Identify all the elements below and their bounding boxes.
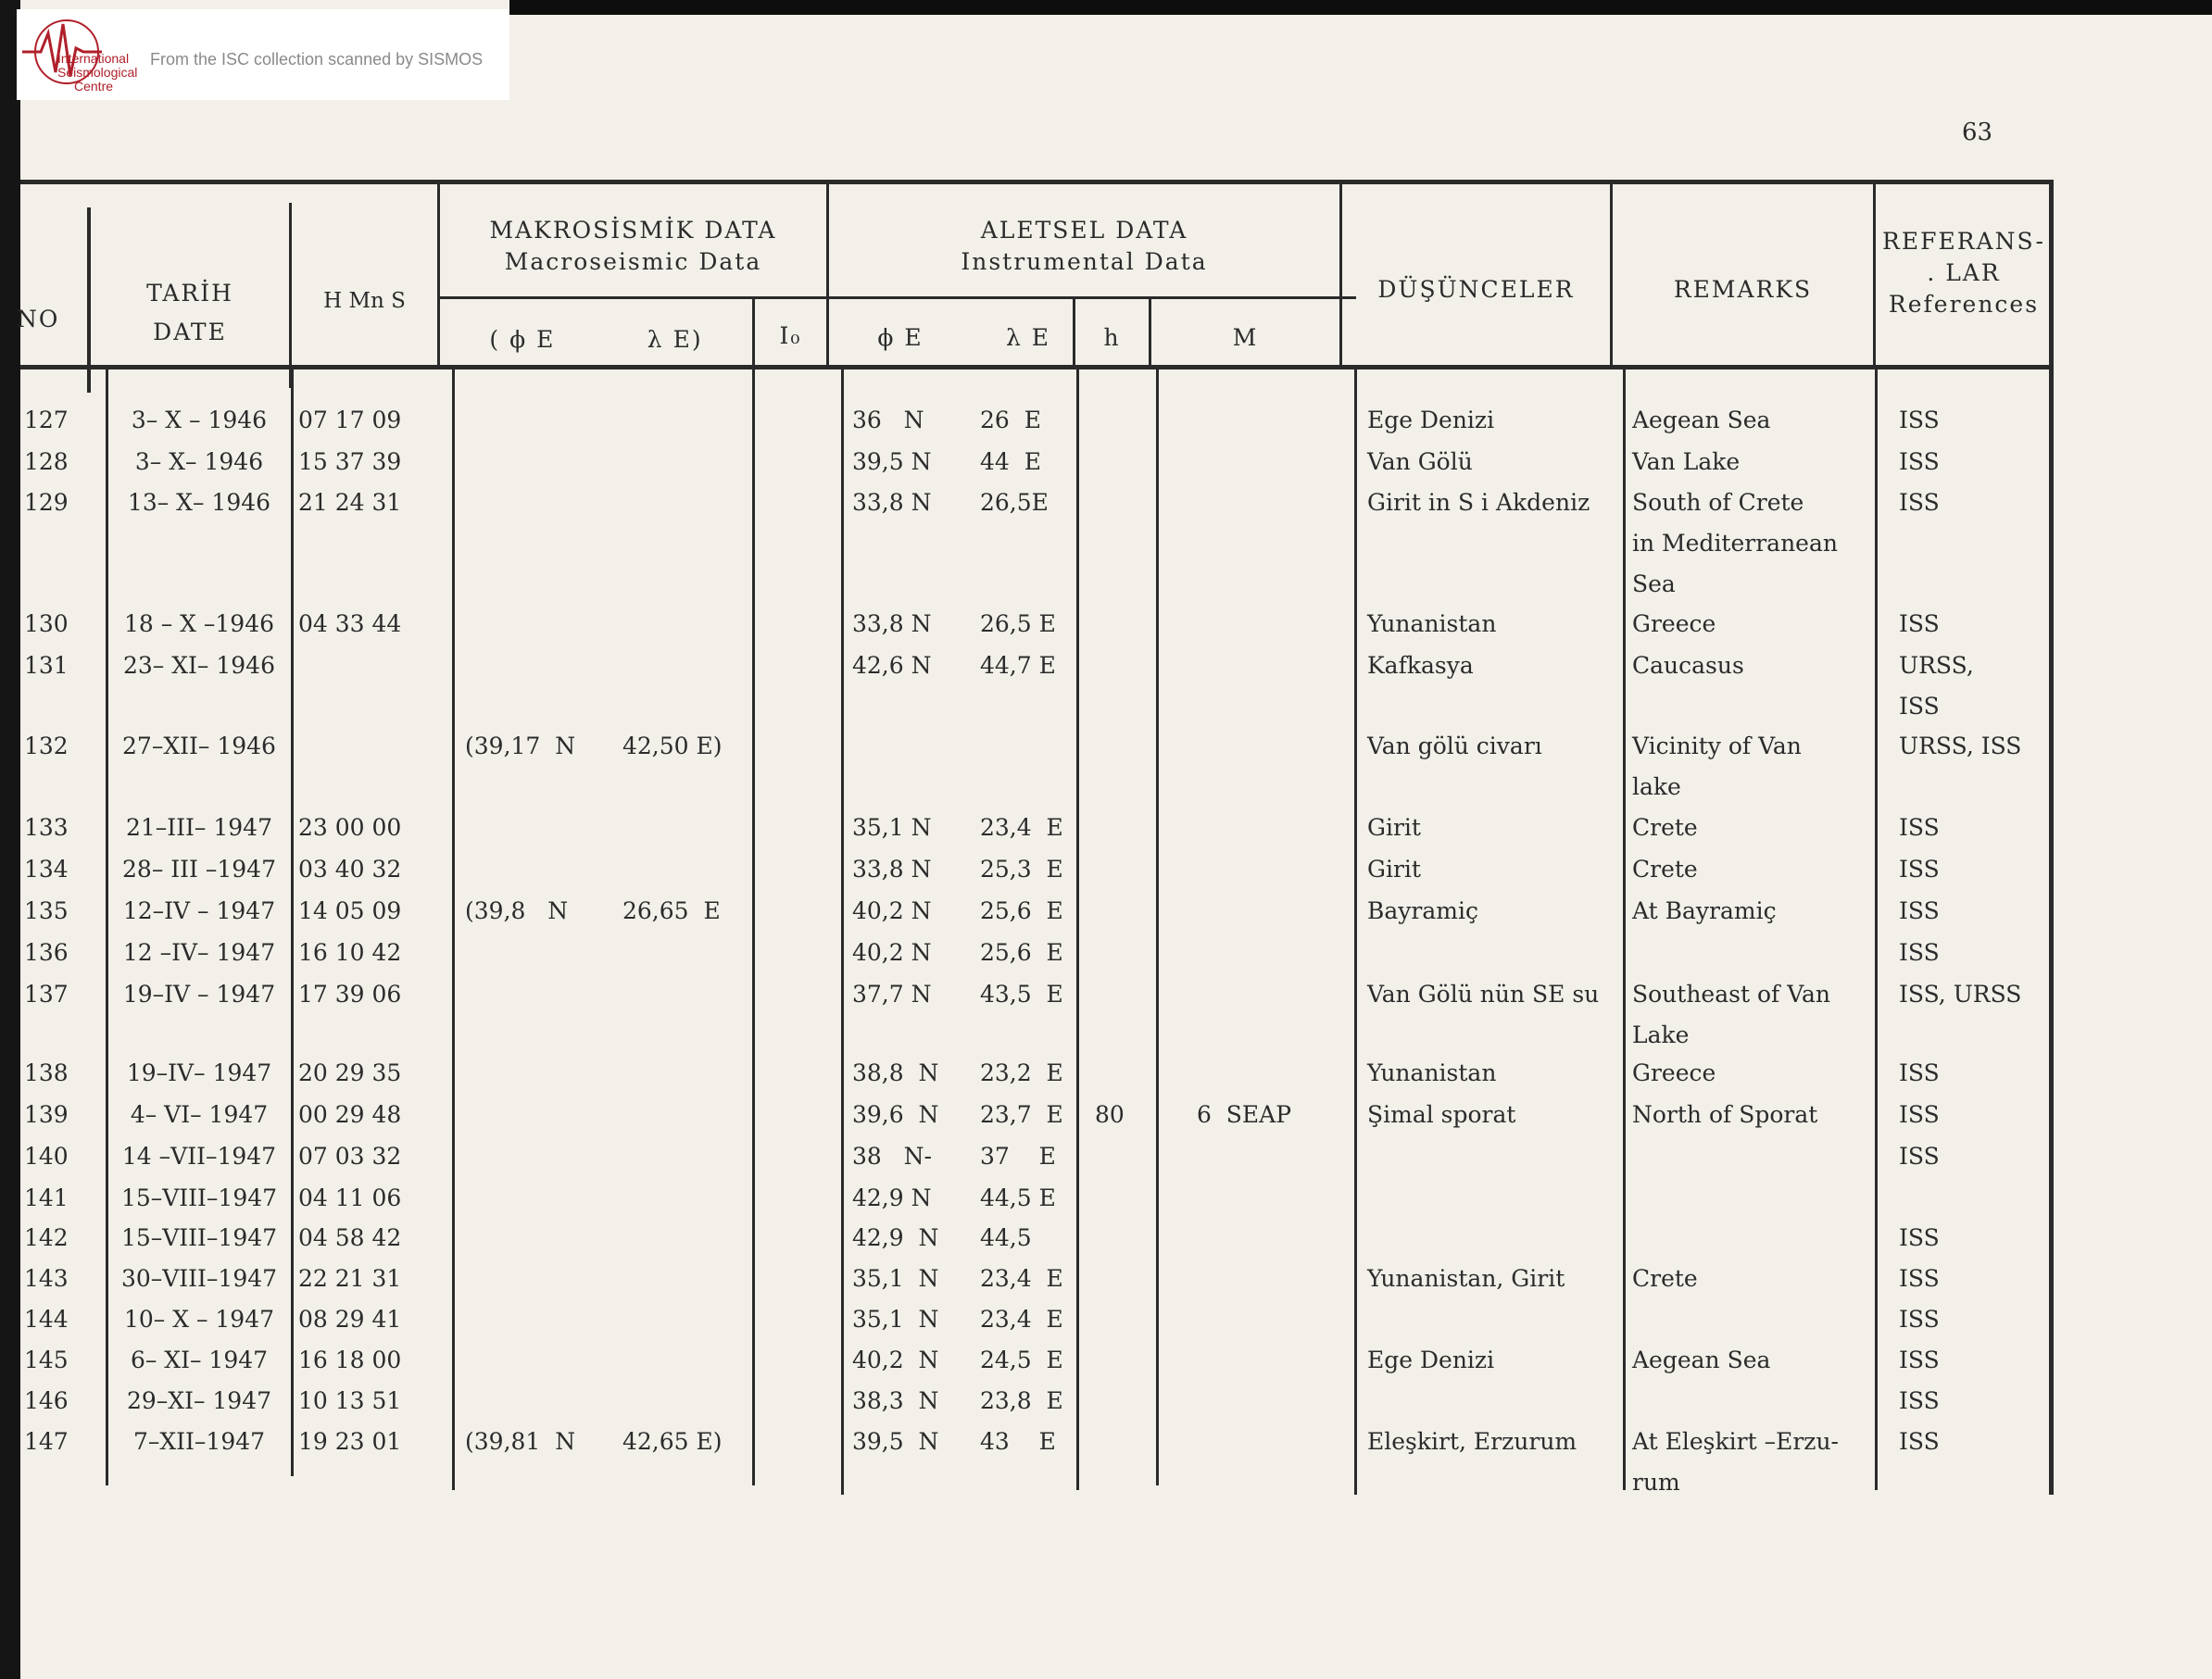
cell-no: 132: [24, 733, 69, 759]
cell-lat: 39,6 N: [852, 1101, 939, 1128]
cell-time: 14 05 09: [298, 897, 402, 924]
cell-lat: 39,5 N: [852, 448, 932, 475]
cell-time: 07 17 09: [298, 407, 402, 433]
cell-reference: ISS: [1899, 1387, 1940, 1414]
cell-time: 07 03 32: [298, 1143, 402, 1170]
header-aletsel-title: ALETSEL DATA: [980, 217, 1188, 244]
cell-no: 127: [24, 407, 69, 433]
cell-reference: ISS: [1899, 856, 1940, 883]
cell-date: 28– III –1947: [122, 856, 276, 883]
cell-lon: 26 E: [980, 407, 1041, 433]
cell-no: 145: [24, 1347, 69, 1373]
cell-lat: 35,1 N: [852, 814, 932, 841]
scan-left-edge: [0, 0, 20, 1679]
cell-date: 19–IV– 1947: [126, 1059, 272, 1086]
cell-lat: 33,8 N: [852, 610, 932, 637]
cell-dusunce: Van Gölü nün SE su: [1367, 981, 1600, 1008]
header-remarks: REMARKS: [1673, 276, 1813, 303]
cell-reference: ISS: [1899, 939, 1940, 966]
cell-remark: Sea: [1632, 570, 1676, 597]
cell-remark: in Mediterranean: [1632, 530, 1838, 557]
cell-reference: ISS: [1899, 407, 1940, 433]
cell-reference: ISS: [1899, 1101, 1940, 1128]
cell-no: 141: [24, 1184, 69, 1211]
cell-reference: URSS,: [1899, 652, 1974, 679]
cell-remark: Aegean Sea: [1632, 407, 1771, 433]
cell-date: 3– X– 1946: [134, 448, 264, 475]
cell-remark: North of Sporat: [1632, 1101, 1818, 1128]
cell-no: 136: [24, 939, 69, 966]
cell-date: 4– VI– 1947: [130, 1101, 269, 1128]
cell-lat: 35,1 N: [852, 1306, 939, 1333]
col-divider: [291, 370, 294, 1476]
cell-lon: 24,5 E: [980, 1347, 1063, 1373]
cell-lon: 44,5: [980, 1224, 1032, 1251]
cell-dusunce: Girit: [1367, 814, 1421, 841]
cell-lat: 36 N: [852, 407, 924, 433]
header-aletsel-sub: Instrumental Data: [961, 248, 1208, 275]
col-divider: [1610, 180, 1613, 370]
cell-dusunce: Bayramiç: [1367, 897, 1478, 924]
cell-reference: ISS: [1899, 1143, 1940, 1170]
header-no: NO: [17, 306, 60, 332]
table-right-border: [2049, 180, 2054, 1495]
cell-reference: ISS, URSS: [1899, 981, 2022, 1008]
cell-no: 133: [24, 814, 69, 841]
cell-lon: 44 E: [980, 448, 1041, 475]
cell-macro-lat: (39,17 N: [465, 733, 576, 759]
cell-remark: South of Crete: [1632, 489, 1804, 516]
header-ref-2: . LAR: [1927, 259, 2001, 286]
cell-no: 135: [24, 897, 69, 924]
cell-lat: 37,7 N: [852, 981, 932, 1008]
col-divider: [1339, 180, 1342, 370]
cell-remark: Greece: [1632, 610, 1716, 637]
cell-dusunce: Ege Denizi: [1367, 407, 1495, 433]
cell-reference: ISS: [1899, 1059, 1940, 1086]
cell-lat: 38 N-: [852, 1143, 932, 1170]
header-ref-1: REFERANS-: [1882, 228, 2045, 255]
cell-macro-lat: (39,81 N: [465, 1428, 576, 1455]
cell-no: 137: [24, 981, 69, 1008]
header-m: M: [1232, 324, 1259, 351]
cell-time: 19 23 01: [298, 1428, 402, 1455]
col-divider: [1076, 370, 1079, 1490]
cell-dusunce: Girit: [1367, 856, 1421, 883]
cell-reference: ISS: [1899, 814, 1940, 841]
header-date: DATE: [153, 319, 227, 345]
cell-time: 21 24 31: [298, 489, 402, 516]
cell-no: 138: [24, 1059, 69, 1086]
subheader-line: [439, 296, 1356, 299]
cell-lon: 23,4 E: [980, 1306, 1063, 1333]
cell-lat: 40,2 N: [852, 897, 932, 924]
cell-time: 04 11 06: [298, 1184, 402, 1211]
cell-time: 17 39 06: [298, 981, 402, 1008]
table-top-border: [20, 180, 2054, 184]
cell-reference: ISS: [1899, 1224, 1940, 1251]
cell-time: 16 10 42: [298, 939, 402, 966]
cell-lat: 42,9 N: [852, 1224, 939, 1251]
cell-no: 147: [24, 1428, 69, 1455]
cell-reference: ISS: [1899, 489, 1940, 516]
col-divider: [106, 370, 108, 1485]
header-makro-sub: Macroseismic Data: [504, 248, 762, 275]
cell-remark: Aegean Sea: [1632, 1347, 1771, 1373]
cell-lon: 26,5E: [980, 489, 1049, 516]
cell-reference: ISS: [1899, 897, 1940, 924]
logo-line: Centre: [74, 79, 114, 94]
cell-remark: Greece: [1632, 1059, 1716, 1086]
cell-reference: ISS: [1899, 448, 1940, 475]
cell-no: 140: [24, 1143, 69, 1170]
cell-remark: Vicinity of Van: [1632, 733, 1802, 759]
cell-time: 00 29 48: [298, 1101, 402, 1128]
cell-dusunce: Şimal sporat: [1367, 1101, 1516, 1128]
cell-reference: ISS: [1899, 1428, 1940, 1455]
header-bottom-border: [20, 365, 2054, 370]
cell-lon: 25,3 E: [980, 856, 1063, 883]
cell-lat: 42,9 N: [852, 1184, 932, 1211]
header-tarih: TARİH: [146, 280, 233, 307]
cell-lon: 23,7 E: [980, 1101, 1063, 1128]
cell-dusunce: Yunanistan, Girit: [1367, 1265, 1565, 1292]
col-divider: [452, 370, 455, 1490]
cell-lon: 37 E: [980, 1143, 1056, 1170]
cell-date: 27–XII– 1946: [122, 733, 276, 759]
cell-remark: Lake: [1632, 1021, 1690, 1048]
col-divider: [1354, 370, 1357, 1495]
cell-remark: Crete: [1632, 1265, 1698, 1292]
cell-macro-lon: 42,65 E): [622, 1428, 723, 1455]
cell-lon: 23,4 E: [980, 814, 1063, 841]
cell-remark: At Eleşkirt –Erzu-: [1632, 1428, 1839, 1455]
cell-lon: 25,6 E: [980, 897, 1063, 924]
header-lat: ϕ E: [877, 324, 924, 351]
cell-lat: 35,1 N: [852, 1265, 939, 1292]
cell-dusunce: Van gölü civarı: [1367, 733, 1542, 759]
cell-lon: 43,5 E: [980, 981, 1063, 1008]
cell-no: 134: [24, 856, 69, 883]
cell-dusunce: Yunanistan: [1367, 610, 1497, 637]
cell-macro-lon: 26,65 E: [622, 897, 721, 924]
header-makro-title: MAKROSİSMİK DATA: [489, 217, 777, 244]
cell-time: 15 37 39: [298, 448, 402, 475]
cell-date: 12 –IV– 1947: [122, 939, 276, 966]
cell-date: 12–IV – 1947: [122, 897, 276, 924]
cell-date: 15–VIII–1947: [120, 1184, 278, 1211]
cell-remark: Crete: [1632, 814, 1698, 841]
cell-remark: At Bayramiç: [1632, 897, 1777, 924]
cell-lon: 44,7 E: [980, 652, 1056, 679]
cell-date: 3– X – 1946: [131, 407, 268, 433]
cell-date: 18 – X –1946: [123, 610, 275, 637]
cell-date: 14 –VII–1947: [121, 1143, 277, 1170]
col-divider: [752, 370, 755, 1485]
cell-no: 146: [24, 1387, 69, 1414]
header-makro-coords: ( ϕ E λ E): [489, 326, 703, 353]
cell-no: 143: [24, 1265, 69, 1292]
cell-lon: 23,2 E: [980, 1059, 1063, 1086]
cell-dusunce: Yunanistan: [1367, 1059, 1497, 1086]
cell-lon: 43 E: [980, 1428, 1056, 1455]
cell-date: 7–XII–1947: [132, 1428, 266, 1455]
cell-lat: 40,2 N: [852, 939, 932, 966]
cell-macro-lat: (39,8 N: [465, 897, 569, 924]
cell-time: 23 00 00: [298, 814, 402, 841]
header-time: H Mn S: [323, 289, 406, 313]
col-divider: [841, 370, 844, 1495]
cell-lat: 33,8 N: [852, 489, 932, 516]
cell-lon: 23,8 E: [980, 1387, 1063, 1414]
cell-date: 15–VIII–1947: [120, 1224, 278, 1251]
cell-dusunce: Kafkasya: [1367, 652, 1474, 679]
cell-macro-lon: 42,50 E): [622, 733, 723, 759]
page-number: 63: [1962, 119, 1993, 146]
cell-time: 04 33 44: [298, 610, 402, 637]
isc-logo-text: [57, 52, 137, 94]
cell-time: 10 13 51: [298, 1387, 402, 1414]
cell-date: 29–XI– 1947: [126, 1387, 272, 1414]
cell-lon: 25,6 E: [980, 939, 1063, 966]
cell-dusunce: Girit in S i Akdeniz: [1367, 489, 1590, 516]
cell-time: 20 29 35: [298, 1059, 402, 1086]
cell-no: 131: [24, 652, 69, 679]
cell-magnitude: 6 SEAP: [1197, 1101, 1292, 1128]
header-io: I₀: [779, 322, 802, 349]
cell-no: 139: [24, 1101, 69, 1128]
cell-date: 13– X– 1946: [127, 489, 271, 516]
cell-date: 23– XI– 1946: [122, 652, 275, 679]
cell-time: 04 58 42: [298, 1224, 402, 1251]
cell-reference: ISS: [1899, 610, 1940, 637]
cell-reference: ISS: [1899, 1306, 1940, 1333]
cell-lon: 26,5 E: [980, 610, 1056, 637]
cell-date: 30–VIII–1947: [120, 1265, 278, 1292]
cell-remark: rum: [1632, 1469, 1680, 1496]
cell-reference: ISS: [1899, 1265, 1940, 1292]
cell-dusunce: Van Gölü: [1367, 448, 1473, 475]
cell-time: 03 40 32: [298, 856, 402, 883]
header-lon: λ E: [1005, 324, 1051, 351]
cell-no: 130: [24, 610, 69, 637]
cell-no: 142: [24, 1224, 69, 1251]
cell-date: 19–IV – 1947: [122, 981, 276, 1008]
cell-date: 6– XI– 1947: [130, 1347, 269, 1373]
seismic-catalog-table: [17, 180, 2054, 1496]
header-h: h: [1103, 324, 1121, 351]
cell-remark: lake: [1632, 773, 1681, 800]
cell-reference: ISS: [1899, 1347, 1940, 1373]
cell-lon: 44,5 E: [980, 1184, 1056, 1211]
cell-depth: 80: [1095, 1101, 1125, 1128]
cell-lat: 42,6 N: [852, 652, 932, 679]
scan-top-edge: [509, 0, 2212, 15]
cell-time: 16 18 00: [298, 1347, 402, 1373]
cell-reference: URSS, ISS: [1899, 733, 2022, 759]
cell-lon: 23,4 E: [980, 1265, 1063, 1292]
header-dusunceler: DÜŞÜNCELER: [1377, 276, 1575, 303]
cell-dusunce: Eleşkirt, Erzurum: [1367, 1428, 1577, 1455]
cell-no: 129: [24, 489, 69, 516]
cell-time: 22 21 31: [298, 1265, 402, 1292]
cell-lat: 33,8 N: [852, 856, 932, 883]
cell-lat: 38,3 N: [852, 1387, 939, 1414]
cell-dusunce: Ege Denizi: [1367, 1347, 1495, 1373]
logo-line: International: [57, 51, 130, 66]
cell-no: 128: [24, 448, 69, 475]
cell-time: 08 29 41: [298, 1306, 402, 1333]
header-ref-3: References: [1888, 291, 2040, 318]
cell-remark: Southeast of Van: [1632, 981, 1830, 1008]
cell-lat: 40,2 N: [852, 1347, 939, 1373]
cell-remark: Caucasus: [1632, 652, 1744, 679]
cell-lat: 38,8 N: [852, 1059, 939, 1086]
logo-line: Seismological: [57, 65, 138, 80]
col-divider: [1156, 370, 1159, 1485]
cell-remark: Van Lake: [1632, 448, 1741, 475]
cell-remark: Crete: [1632, 856, 1698, 883]
col-divider: [1623, 370, 1626, 1490]
scan-note: From the ISC collection scanned by SISMOS: [150, 50, 484, 69]
cell-reference: ISS: [1899, 693, 1940, 720]
col-divider: [1875, 370, 1878, 1490]
cell-date: 21–III– 1947: [125, 814, 272, 841]
cell-lat: 39,5 N: [852, 1428, 939, 1455]
cell-no: 144: [24, 1306, 69, 1333]
cell-date: 10– X – 1947: [123, 1306, 275, 1333]
